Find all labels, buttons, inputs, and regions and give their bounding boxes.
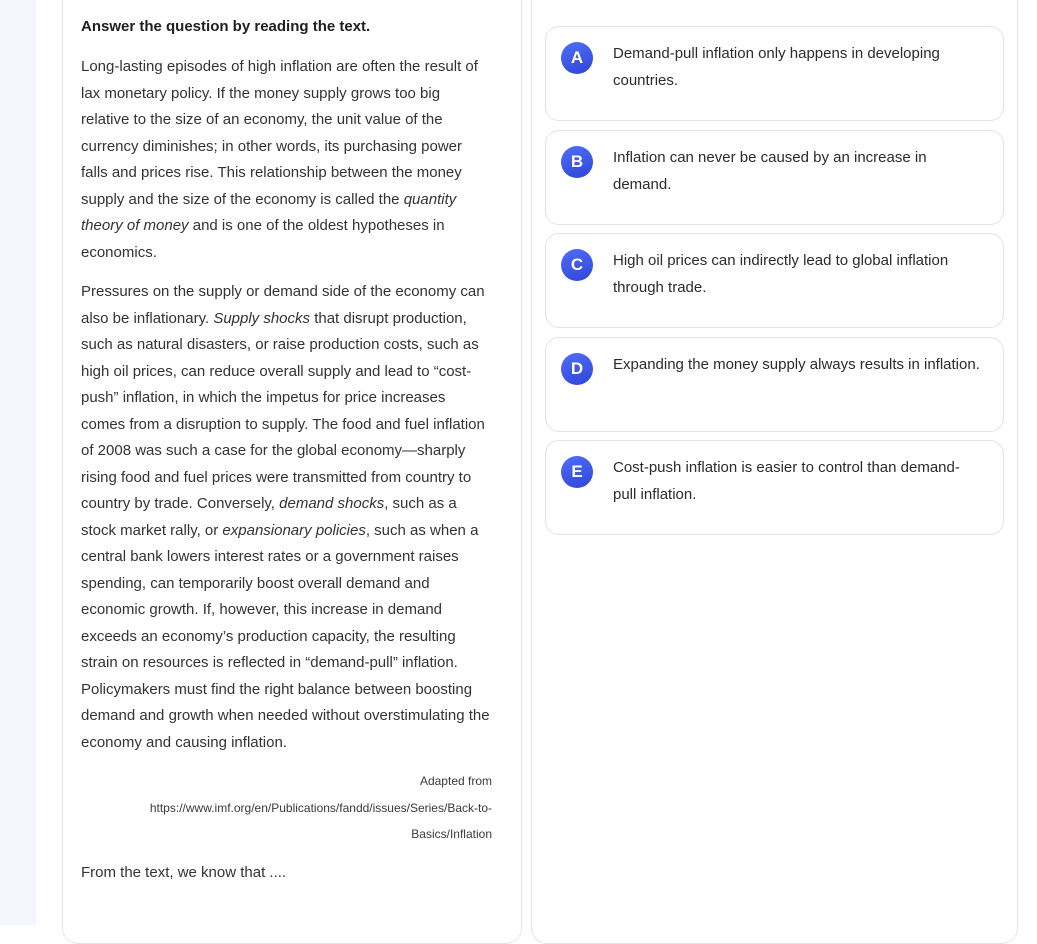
option-text: Cost-push inflation is easier to control than demand-pull inflation. <box>613 459 960 503</box>
option-letter-badge: E <box>561 456 593 488</box>
passage-text: , such as a stock market rally, or <box>81 495 457 539</box>
source-url-line: https://www.imf.org/en/Publications/fandd/issues/Series/Back-to- <box>149 800 492 815</box>
option-letter-badge: C <box>561 249 593 281</box>
emphasis-term: quantity theory of money <box>81 190 457 234</box>
option-letter-badge: B <box>561 146 593 178</box>
passage-source <box>81 768 492 848</box>
passage-text: and is one of the oldest hypotheses in economics. <box>81 217 445 261</box>
passage-text: Long-lasting episodes of high inflation are often the result of lax monetary policy. If the money supply grows too big relative to the size of an economy, the unit value of the currency diminishes; in other words, its purchasing power falls and prices rise. This relationship between the money supply and the size of the economy is called the <box>81 58 478 208</box>
passage-text: , such as when a central bank lowers interest rates or a government raises spending, can temporarily boost overall demand and economic growth. If, however, this increase in demand exceeds an economy’s production capacity, the resulting strain on resources is reflected in “demand-pull” inflation. Policymakers must find the right balance between boosting demand and growth when needed without overstimulating the economy and causing inflation. <box>81 521 490 751</box>
answer-option-b[interactable] <box>545 130 1004 225</box>
emphasis-term: demand shocks <box>279 495 385 512</box>
question-stem: From the text, we know that .... <box>81 863 287 881</box>
passage-paragraph-1 <box>81 54 491 266</box>
question-instruction: Answer the question by reading the text. <box>81 18 371 35</box>
source-line: Adapted from <box>419 774 492 788</box>
option-text: High oil prices can indirectly lead to global inflation through trade. <box>613 252 949 296</box>
reading-panel <box>62 0 522 944</box>
reading-content <box>81 17 491 886</box>
passage-text: Pressures on the supply or demand side of the economy can also be inflationary. <box>81 283 485 327</box>
option-text: Inflation can never be caused by an increase in demand. <box>613 149 927 193</box>
emphasis-term: expansionary policies <box>222 521 366 539</box>
option-letter-badge: A <box>561 42 593 74</box>
answer-option-c[interactable] <box>545 233 1004 328</box>
option-text: Demand-pull inflation only happens in developing countries. <box>613 45 940 89</box>
answer-option-a[interactable] <box>545 26 1004 121</box>
option-letter-badge: D <box>561 353 593 385</box>
emphasis-term: Supply shocks <box>213 309 311 327</box>
left-sidebar-strip <box>0 0 36 925</box>
answer-option-d[interactable] <box>545 337 1004 432</box>
option-text: Expanding the money supply always results in inflation. <box>613 356 980 373</box>
passage-paragraph-2 <box>81 279 491 756</box>
source-url-line: Basics/Inflation <box>411 827 492 841</box>
passage-text: that disrupt production, such as natural disasters, or raise production costs, such as high oil prices, can reduce overall supply and lead to “cost-push” inflation, in which the impetus for price increases comes from a disruption to supply. The food and fuel inflation of 2008 was such a case for the global economy—sharply rising food and fuel prices were transmitted from country to country by trade. Conversely, <box>81 309 485 512</box>
answer-option-e[interactable] <box>545 440 1004 535</box>
